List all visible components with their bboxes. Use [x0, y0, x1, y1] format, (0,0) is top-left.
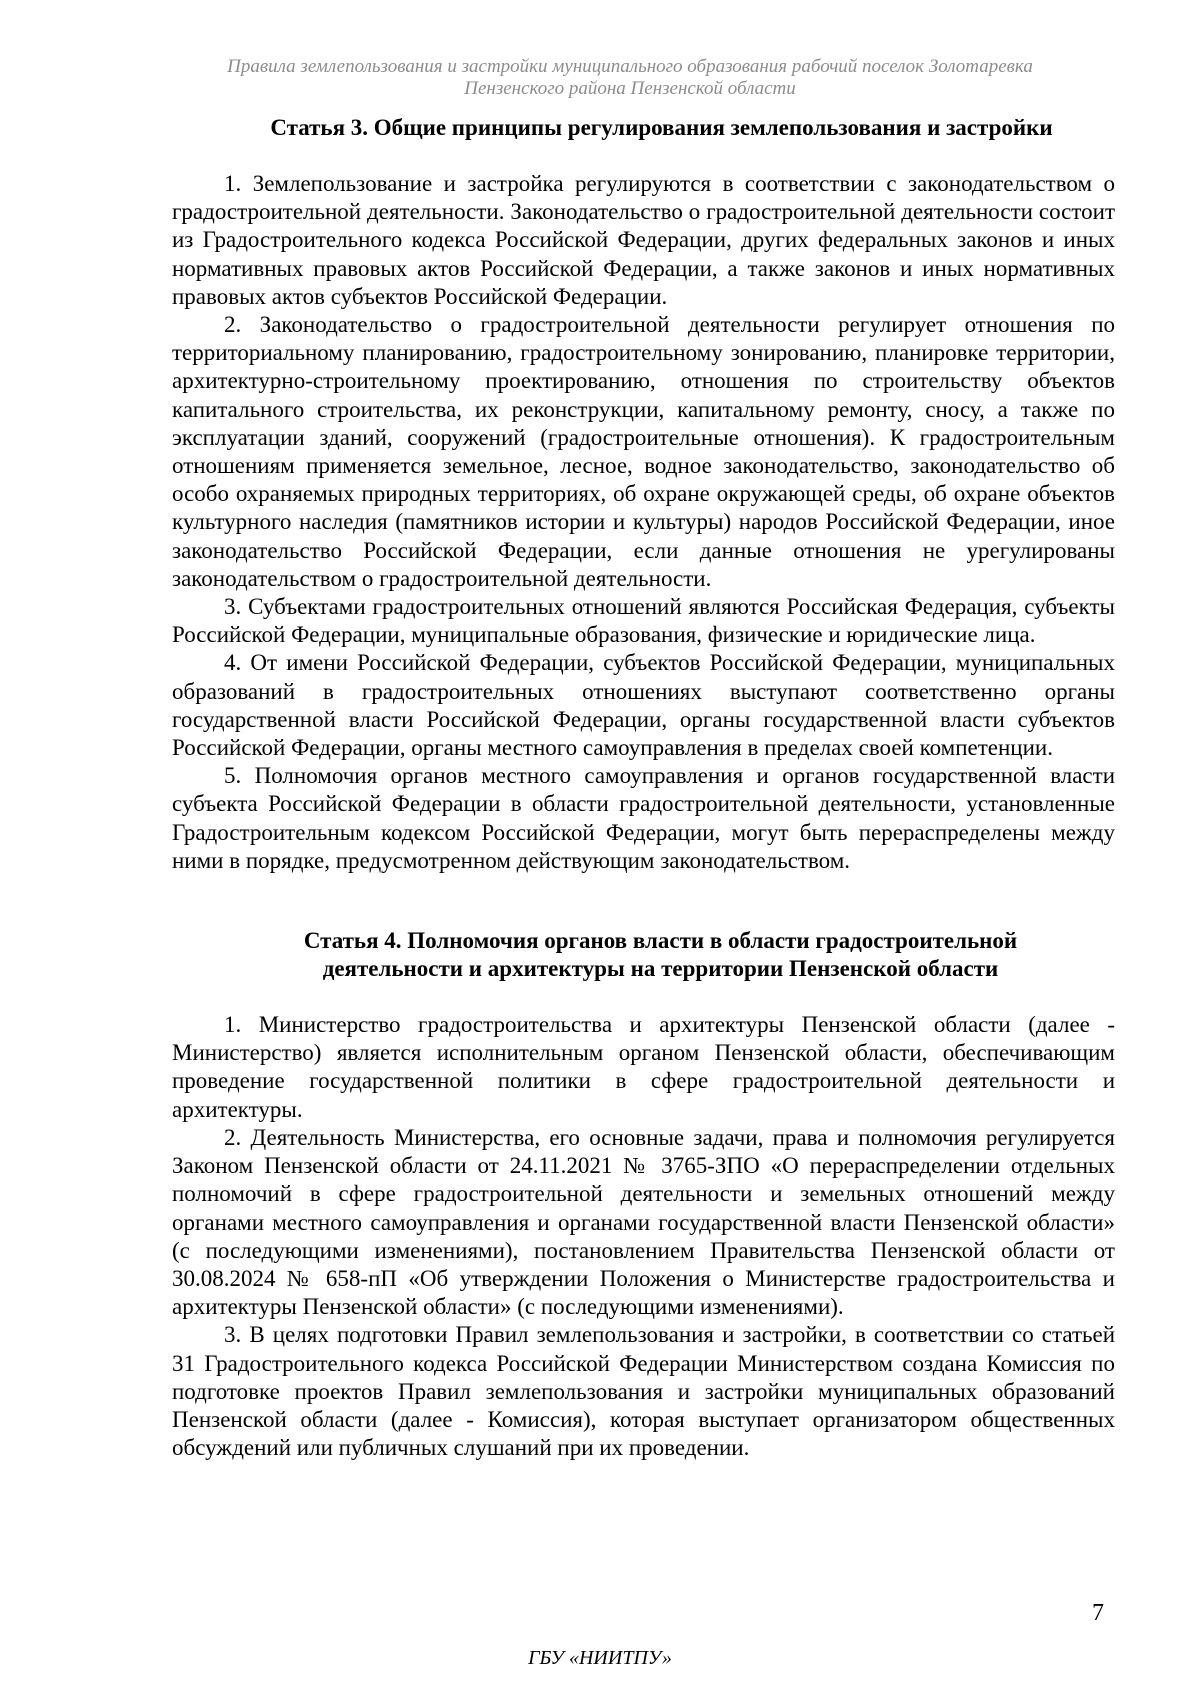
article-4-title-line-2: деятельности и архитектуры на территории Пензенской области	[322, 956, 999, 982]
article-3-paragraph-3: 3. Субъектами градостроительных отношений являются Российская Федерация, субъекты Российской Федерации, муниципальные образования, физические и юридические лица.	[172, 594, 1115, 648]
article-3-paragraph-5: 5. Полномочия органов местного самоуправления и органов государственной власти субъекта Российской Федерации в области градостроительной деятельности, установленные Градостроительным кодексом Российской Федерации, могут быть перераспределены между ними в порядке, предусмотренном действующим законодательством.	[172, 763, 1115, 873]
running-header	[180, 56, 1080, 100]
article-3-paragraph-2: 2. Законодательство о градостроительной деятельности регулирует отношения по территориальному планированию, градостроительному зонированию, планировке территории, архитектурно-строительному проектированию, отношения по строительству объектов капитального строительства, их реконструкции, капитальному ремонту, сносу, а также по эксплуатации зданий, сооружений (градостроительные отношения). К градостроительным отношениям применяется земельное, лесное, водное законодательство, законодательство об особо охраняемых природных территориях, об охране окружающей среды, об охране объектов культурного наследия (памятников истории и культуры) народов Российской Федерации, иное законодательство Российской Федерации, если данные отношения не урегулированы законодательством о градостроительной деятельности.	[172, 312, 1115, 591]
article-3-paragraph-1: 1. Землепользование и застройка регулируются в соответствии с законодательством о градостроительной деятельности. Законодательство о градостроительной деятельности состоит из Градостроительного кодекса Российской Федерации, других федеральных законов и иных нормативных правовых актов Российской Федерации, а также законов и иных нормативных правовых актов субъектов Российской Федерации.	[172, 171, 1115, 309]
article-4-title-line-1: Статья 4. Полномочия органов власти в области градостроительной	[303, 928, 1018, 954]
article-3-paragraph-4: 4. От имени Российской Федерации, субъектов Российской Федерации, муниципальных образований в градостроительных отношениях выступают соответственно органы государственной власти Российской Федерации, органы государственной власти субъектов Российской Федерации, органы местного самоуправления в пределах своей компетенции.	[172, 650, 1115, 761]
article-4-title	[172, 927, 1115, 983]
article-4-paragraph-1: 1. Министерство градостроительства и архитектуры Пензенской области (далее - Министерство) является исполнительным органом Пензенской области, обеспечивающим проведение государственной политики в сфере градостроительной деятельности и архитектуры.	[172, 1012, 1115, 1122]
running-header-line-2: Пензенского района Пензенской области	[464, 78, 796, 99]
article-4-paragraph-2: 2. Деятельность Министерства, его основные задачи, права и полномочия регулируется Законом Пензенской области от 24.11.2021 № 3765-ЗПО «О перераспределении отдельных полномочий в сфере градостроительной деятельности и земельных отношений между органами местного самоуправления и органами государственной власти Пензенской области» (с последующими изменениями), постановлением Правительства Пензенской области от 30.08.2024 № 658-пП «Об утверждении Положения о Министерстве градостроительства и архитектуры Пензенской области» (с последующими изменениями).	[172, 1124, 1115, 1320]
document-body	[172, 114, 1115, 1462]
running-footer: ГБУ «НИИТПУ»	[528, 1647, 672, 1669]
page-number: 7	[1092, 1600, 1104, 1626]
article-3-title: Статья 3. Общие принципы регулирования землепользования и застройки	[270, 115, 1053, 140]
article-4-paragraph-3: 3. В целях подготовки Правил землепользования и застройки, в соответствии со статьей 31 Градостроительного кодекса Российской Федерации Министерством создана Комиссия по подготовке проектов Правил землепользования и застройки муниципальных образований Пензенской области (далее - Комиссия), которая выступает организатором общественных обсуждений или публичных слушаний при их проведении.	[172, 1322, 1115, 1461]
running-header-line-1: Правила землепользования и застройки муниципального образования рабочий поселок Золотаревка	[227, 56, 1033, 77]
